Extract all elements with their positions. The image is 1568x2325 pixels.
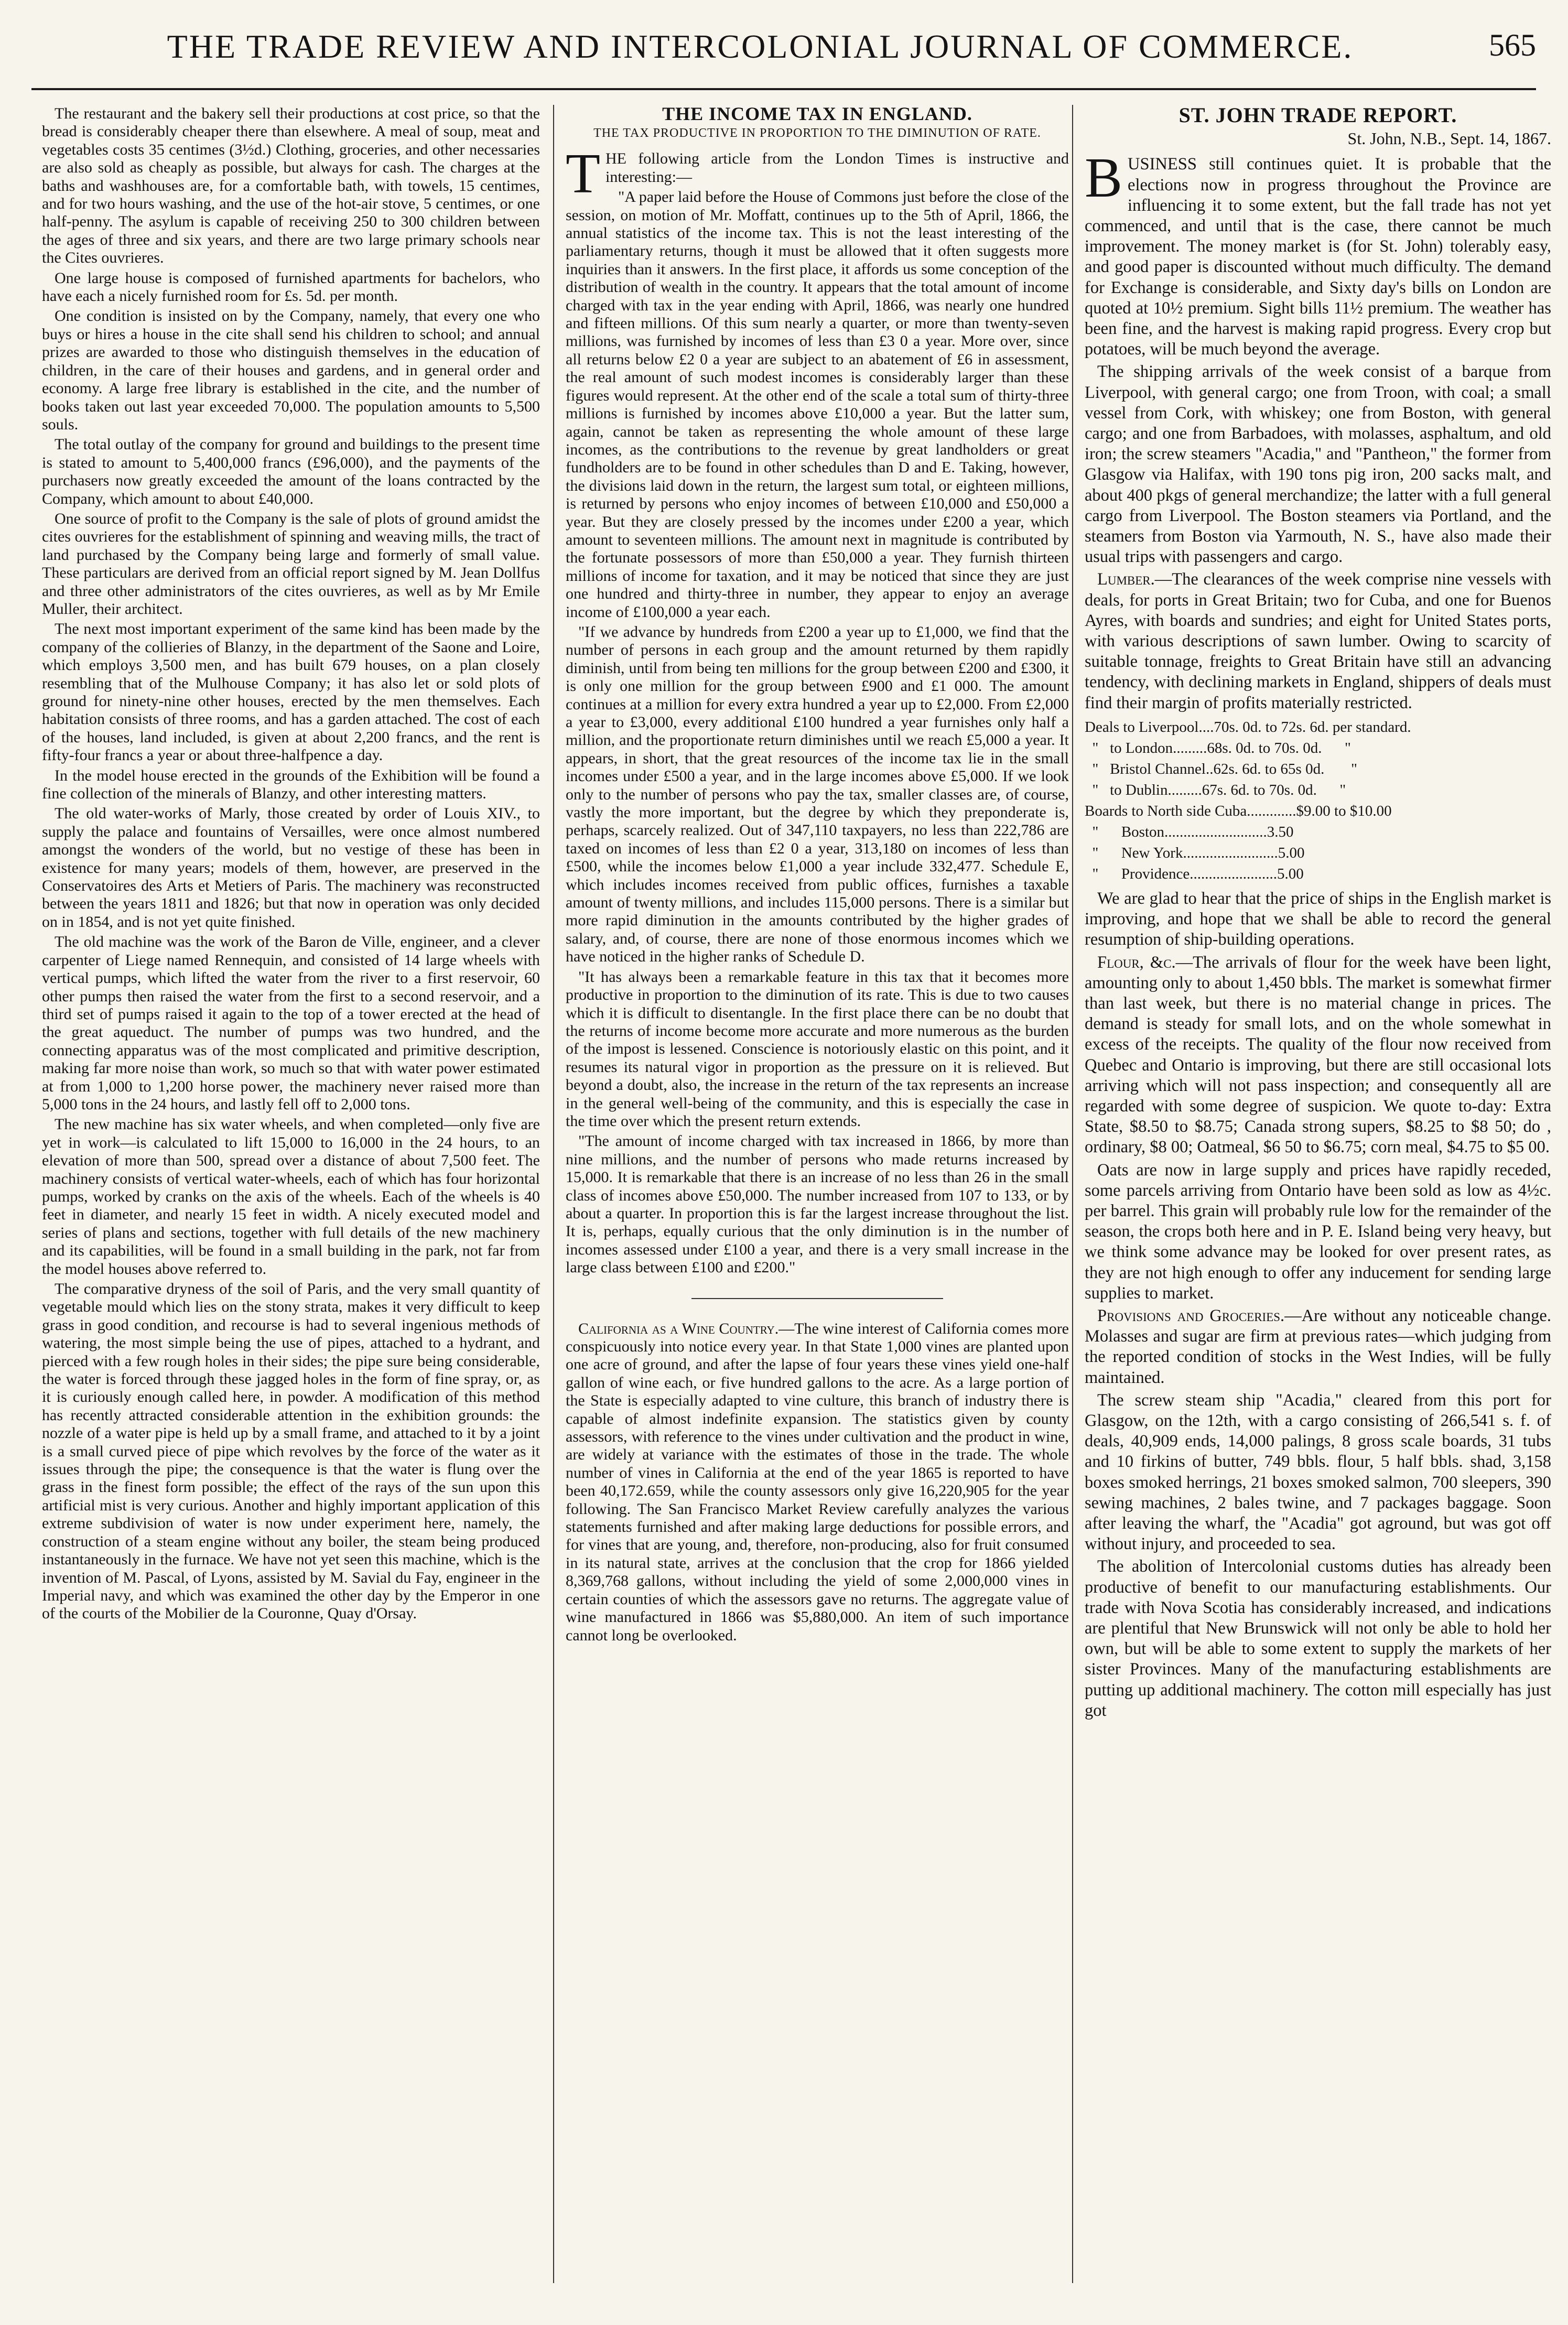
lumber-paragraph (1085, 569, 1551, 713)
header-rule (31, 88, 1536, 90)
section-divider (691, 1298, 943, 1299)
price-list (1085, 718, 1551, 883)
paragraph: The restaurant and the bakery sell their productions at cost price, so that the bread is considerably cheaper there than elsewhere. A meal of soup, meat and vegetables costs 35 centimes (3½d.) Clothing, groceries, and other necessaries are also sold as cheaply as possible, but always for cash. The charges at the baths and washhouses are, for a comfortable bath, with towels, 15 centimes, and for two hours washing, and the use of the hot-air stove, 5 centimes, or one half-penny. The asylum is capable of receiving 250 to 300 children between the ages of three and six years, and there are two large primary schools near the Cites ouvrieres. (42, 105, 540, 267)
price-line: " Boston...........................3.50 (1085, 823, 1294, 840)
paragraph: The total outlay of the company for ground and buildings to the present time is stated to amount to 5,400,000 francs (£96,000), and the payments of the purchasers now greatly exceeded the amount of the loans contracted by the Company, which amount to about £40,000. (42, 436, 540, 507)
price-line: " to London.........68s. 0d. to 70s. 0d. " (1085, 739, 1351, 756)
intro-paragraph (1085, 147, 1551, 360)
flour-heading: Flour, &c. (1097, 953, 1176, 972)
paragraph: One large house is composed of furnished apartments for bachelors, who have each a nicely furnished room for £s. 5d. per month. (42, 269, 540, 305)
california-paragraph (566, 1320, 1069, 1645)
price-line: " Providence.......................5.00 (1085, 865, 1304, 882)
paragraph: The new machine has six water wheels, and when completed—only five are yet in work—is calculated to lift 15,000 to 16,000 in the 24 hours, to an elevation of more than 500, spread over a distance of about 7,500 feet. The machinery consists of vertical water-wheels, each of which has four horizontal pumps, worked by cranks on the axis of the wheels. Each of the wheels is 40 feet in diameter, and nearly 15 feet in width. A nicely executed model and series of plans and sections, together with full details of the new machinery and its capabilities, will be found in a small building in the park, not far from the model houses above referred to. (42, 1116, 540, 1278)
article-title-st-john: ST. JOHN TRADE REPORT. (1178, 105, 1457, 127)
paragraph: The old machine was the work of the Baron de Ville, engineer, and a clever carpenter of Liege named Rennequin, and consisted of 14 large wheels with vertical pumps, which lifted the water from the river to a first reservoir, 60 other pumps then raised the water from the first to a second reservoir, and a third set of pumps raised it again to the top of a tower erected at the head of the great aqueduct. The number of pumps was two hundred, and the connecting apparatus was of the most complicated and primitive description, making far more noise than work, so much so that with water power estimated at from 1,000 to 1,200 horse power, the machinery never raised more than 5,000 tons in the 24 hours, and lastly fell off to 2,000 tons. (42, 933, 540, 1113)
acadia-paragraph: The screw steam ship "Acadia," cleared from this port for Glasgow, on the 12th, with a cargo consisting of 266,541 s. f. of deals, 40,909 ends, 14,000 palings, 8 gross scale boards, 31 tubs and 10 firkins of butter, 749 bbls. flour, 5 half bbls. shad, 3,158 boxes smoked herrings, 21 boxes smoked salmon, 700 sleepers, 390 sewing machines, 2 bales twine, and 7 packages baggage. Soon after leaving the wharf, the "Acadia" got aground, but was got off without injury, and proceeded to sea. (1085, 1390, 1551, 1554)
page-header (31, 27, 1536, 85)
journal-title: THE TRADE REVIEW AND INTERCOLONIAL JOURNAL OF COMMERCE. (167, 28, 1354, 65)
paragraph: In the model house erected in the grounds of the Exhibition will be found a fine collection of the minerals of Blanzy, and other interesting matters. (42, 766, 540, 803)
paragraph: "It has always been a remarkable feature in this tax that it becomes more productive in proportion to the diminution of its rate. This is due to two causes which it is difficult to disentangle. In the first place there can be no doubt that the returns of income become more accurate and more numerous as the burden of the impost is lessened. Conscience is notoriously elastic on this point, and it resumes its natural vigor in proportion as the pressure on it is relieved. But beyond a doubt, also, the increase in the return of the tax represents an increase in the general well-being of the community, and this is especially the case in the time over which the present return extends. (566, 968, 1069, 1130)
lumber-heading: Lumber. (1097, 570, 1155, 589)
drop-cap: T (566, 143, 600, 206)
lumber-text: —The clearances of the week comprise nine vessels with deals, for ports in Great Britain; two for Cuba, and one for Buenos Ayres, with boards and sundries; and eight for United States ports, with various descriptions of sawn lumber. Owing to scarcity of suitable tonnage, freights to Great Britain have still an advancing tendency, with declining markets in England, shippers of deals must find their margin of profits materially restricted. (1085, 570, 1551, 712)
abolition-paragraph: The abolition of Intercolonial customs duties has already been productive of benefit to our manufacturing establishments. Our trade with Nova Scotia has considerably increased, and indications are plentiful that New Brunswick will not only be able to hold her own, but will be able to some extent to supply the markets of her sister Provinces. Many of the manufacturing establishments are putting up additional machinery. The cotton mill especially has just got (1085, 1557, 1551, 1720)
paragraph: One source of profit to the Company is the sale of plots of ground amidst the cites ouvrieres for the establishment of spinning and weaving mills, the tract of land purchased by the Company being large and formerly of small value. These particulars are derived from an official report signed by M. Jean Dollfus and three other administrators of the cites ouvrieres, as well as by Mr Emile Muller, their architect. (42, 510, 540, 618)
price-line: Deals to Liverpool....70s. 0d. to 72s. 6d. per standard. (1085, 718, 1411, 736)
article-subtitle: THE TAX PRODUCTIVE IN PROPORTION TO THE DIMINUTION OF RATE. (593, 126, 1041, 140)
price-line: " Bristol Channel..62s. 6d. to 65s 0d. " (1085, 760, 1357, 777)
paragraph: The old water-works of Marly, those created by order of Louis XIV., to supply the palace and fountains of Versailles, were once almost numbered amongst the wonders of the world, but no vestige of these has been in existence for many years; models of them, however, are preserved in the Conservatoires des Arts et Metiers of Paris. The machinery was reconstructed between the years 1811 and 1826; but that now in operation was only decided on in 1854, and is not yet quite finished. (42, 805, 540, 931)
intro-text: USINESS still continues quiet. It is probable that the elections now in progress throughout the Province are influencing it to some extent, but the fall trade has not yet commenced, and until that is the case, there cannot be much improvement. The money market is (for St. John) tolerably easy, and good paper is discounted without much difficulty. The demand for Exchange is considerable, and Sixty day's bills on London are quoted at 10½ premium. Sight bills 11½ premium. The weather has been fine, and the harvest is making rapid progress. Every crop but potatoes, will be much beyond the average. (1085, 155, 1551, 359)
intro-text: HE following article from the London Times is instructive and interesting:— (605, 150, 1069, 186)
dateline: St. John, N.B., Sept. 14, 1867. (1347, 129, 1551, 148)
paragraph: The next most important experiment of the same kind has been made by the company of the collieries of Blanzy, in the department of the Saone and Loire, which employs 3,500 men, and has built 679 houses, on a plan closely resembling that of the Mulhouse Company; it has also let or sold plots of ground for ninety-nine other houses, erected by the men themselves. Each habitation consists of three rooms, and has a garden attached. The cost of each of the houses, land included, is given at about 2,200 francs, and the rent is fifty-four francs a year or about three-halfpence a day. (42, 620, 540, 764)
column-middle (553, 105, 1069, 2283)
flour-paragraph (1085, 953, 1551, 1158)
oats-paragraph: Oats are now in large supply and prices have rapidly receded, some parcels arriving from Ontario have been sold as low as 4½c. per barrel. This grain will probably rule low for the remainder of the season, the crops both here and in P. E. Island being very heavy, but we think some advance may be looked for over present rates, as they are not high enough to offer any inducement for sending large supplies to market. (1085, 1160, 1551, 1303)
drop-cap: B (1085, 147, 1123, 210)
price-line: " to Dublin.........67s. 6d. to 70s. 0d. " (1085, 781, 1346, 798)
paragraph: One condition is insisted on by the Company, namely, that every one who buys or hires a house in the cite shall send his children to school; and annual prizes are awarded to those who distinguish themselves in the education of children, in the care of their houses and gardens, and in general order and economy. A large free library is established in the cite, and the number of books taken out last year exceeded 70,000. The population amounts to 5,500 souls. (42, 307, 540, 433)
paragraph: "If we advance by hundreds from £200 a year up to £1,000, we find that the number of persons in each group and the amount returned by them rapidly diminish, until from being ten millions for the group between £200 and £300, it is only one million for the group between £900 and £1 000. The amount continues at a million for every extra hundred a year up to £2,000. From £2,000 a year to £3,000, every additional £100 hundred a year furnishes only half a million, and the proportionate return diminishes until we reach £5,000 a year. It appears, in short, that the great resources of the income tax lie in the small incomes under £500 a year, and in the large incomes above £5,000. If we look only to the number of persons who pay the tax, smaller classes are, of course, vastly the more important, but the degree by which they preponderate is, perhaps, scarcely realized. Out of 347,110 taxpayers, no less than 222,786 are taxed on incomes of less than £2 0 a year, 313,180 on incomes of less than £500, while the incomes below £1,000 a year include 332,477. Schedule E, which includes incomes received from public offices, furnishes a taxable amount of twenty millions, and includes 115,000 persons. There is a similar but more rapid diminution in the amounts contributed by the higher grades of salary, and, of course, there are none of those enormous incomes which we have noticed in the higher ranks of Schedule D. (566, 623, 1069, 966)
california-text: —The wine interest of California comes more conspicuously into notice every year. In that State 1,000 vines are planted upon one acre of ground, and after the lapse of four years these vines yield one-half gallon of wine each, or five hundred gallons to the acre. As a large portion of the State is especially adapted to vine culture, this branch of industry there is capable of almost indefinite expansion. The statistics given by county assessors, with reference to the vines under cultivation and the product in wine, are widely at variance with the estimates of those in the trade. The whole number of vines in California at the end of the year 1865 is reported to have been 40,172.659, while the county assessors only give 16,220,905 for the year following. The San Francisco Market Review carefully analyzes the various statements furnished and after making large deductions for possible errors, and for vines that are young, and, therefore, non-producing, also for fruit consumed in its natural state, arrives at the conclusion that the crop for 1866 yielded 8,369,768 gallons, without including the yield of some 2,000,000 vines in certain counties of which the assessors gave no returns. The aggregate value of wine manufactured in 1866 was $5,880,000. An item of such importance cannot long be overlooked. (566, 1320, 1069, 1644)
provisions-heading: Provisions and Groceries. (1097, 1306, 1285, 1325)
paragraph: The comparative dryness of the soil of Paris, and the very small quantity of vegetable mould which lies on the stony strata, makes it very difficult to keep grass in good condition, and recourse is had to several ingenious methods of watering, the most simple being the use of pipes, attached to a hydrant, and pierced with a few rough holes in their sides; the pipe sure being considerable, the water is forced through these jagged holes in the form of fine spray, or, as it is curiously enough called here, in powder. A modification of this method has recently attracted considerable attention in the exhibition grounds: the nozzle of a water pipe is held up by a small frame, and attached to it by a joint is a small curved piece of pipe which revolves by the force of the water as it issues through the pipe; the consequence is that the water is flung over the grass in the finest form possible; the effect of the rays of the sun upon this artificial mist is very curious. Another and highly important application of this extreme subdivision of water is now under experiment here, namely, the construction of a steam engine without any boiler, the steam being produced instantaneously in the furnace. We have not yet seen this machine, which is the invention of M. Pascal, of Lyons, assisted by M. Savial du Fay, engineer in the Imperial navy, and which was examined the other day by the Emperor in one of the courts of the Mobilier de la Couronne, Quay d'Orsay. (42, 1280, 540, 1623)
column-left (42, 105, 540, 2283)
paragraph: "The amount of income charged with tax increased in 1866, by more than nine millions, and the number of persons who made returns increased by 15,000. It is remarkable that there is an increase of no less than 26 in the small class of incomes above £50,000. The number increased from 107 to 133, or by about a quarter. In proportion this is far the largest increase throughout the list. It is, perhaps, equally curious that the only diminution is in the number of incomes assessed under £100 a year, and there is a very small increase in the large class between £100 and £200." (566, 1132, 1069, 1277)
paragraph: "A paper laid before the House of Commons just before the close of the session, on motion of Mr. Moffatt, continues up to the 5th of April, 1866, the annual statistics of the income tax. This is not the least interesting of the parliamentary returns, though it must be allowed that it often suggests more inquiries than it answers. In the first place, it affords us some conception of the distribution of wealth in the country. It appears that the total amount of income charged with tax in the year ending with April, 1866, was nearly one hundred and fifteen millions. Of this sum nearly a quarter, or more than twenty-seven millions, was furnished by incomes of less than £3 0 a year. More over, since all returns below £2 0 a year are subject to an abatement of £6 in assessment, the real amount of such modest incomes is considerably larger than these figures would represent. At the other end of the scale a total sum of thirty-three millions is furnished by incomes above £10,000 a year. But the latter sum, again, cannot be taken as representing the whole amount of these large incomes, as the contributions to the revenue by great landholders or great fundholders are to be found in other schedules than D and E. Taking, however, the divisions laid down in the return, the largest sum total, or eighteen millions, is returned by persons who enjoy incomes of between £10,000 and £50,000 a year. But they are closely pressed by the incomes under £200 a year, which amount to seventeen millions. The amount next in magnitude is contributed by the fortunate possessors of more than £50,000 a year. They furnish thirteen millions of income for taxation, and it may be noticed that since they are just one hundred and thirty-three in number, they appear to enjoy an average income of £100,000 a year each. (566, 188, 1069, 621)
provisions-paragraph (1085, 1306, 1551, 1388)
provisions-text: —Are without any noticeable change. Molasses and sugar are firm at previous rates—which judging from the reported condition of stocks in the West Indies, will be fully maintained. (1085, 1306, 1551, 1387)
price-line: Boards to North side Cuba.............$9.00 to $10.00 (1085, 802, 1392, 819)
intro-paragraph (566, 143, 1069, 206)
column-right (1072, 105, 1551, 2283)
california-heading: California as a Wine Country. (578, 1320, 779, 1337)
article-title-income-tax: THE INCOME TAX IN ENGLAND. (662, 105, 972, 124)
ships-paragraph: We are glad to hear that the price of ships in the English market is improving, and hope that we shall be able to record the general resumption of ship-building operations. (1085, 889, 1551, 949)
flour-text: —The arrivals of flour for the week have been light, amounting only to about 1,450 bbls. The market is somewhat firmer than last week, but there is no material change in prices. The demand is steady for small lots, and on the whole somewhat in excess of the receipts. The quality of the flour now received from Quebec and Ontario is improving, but there are still occasional lots arriving which will not pass inspection; and consequently all are regarded with some degree of suspicion. We quote to-day: Extra State, $8.50 to $8.75; Canada strong supers, $8.25 to $8 50; do , ordinary, $8 00; Oatmeal, $6 50 to $6.75; corn meal, $4.75 to $5 00. (1085, 953, 1551, 1157)
shipping-paragraph: The shipping arrivals of the week consist of a barque from Liverpool, with general cargo; one from Troon, with coal; a small vessel from Cork, with whiskey; one from Boston, with general cargo; and one from Barbadoes, with molasses, asphaltum, and old iron; the screw steamers "Acadia," and "Pantheon," the former from Glasgow via Halifax, with 190 tons pig iron, 200 sacks malt, and about 400 pkgs of general merchandize; the latter with a full general cargo from Liverpool. The Boston steamers via Portland, and the steamers from Boston via Yarmouth, N. S., have also made their usual trips with passengers and cargo. (1085, 362, 1551, 567)
page-number: 565 (1489, 28, 1536, 62)
price-line: " New York.........................5.00 (1085, 844, 1305, 861)
